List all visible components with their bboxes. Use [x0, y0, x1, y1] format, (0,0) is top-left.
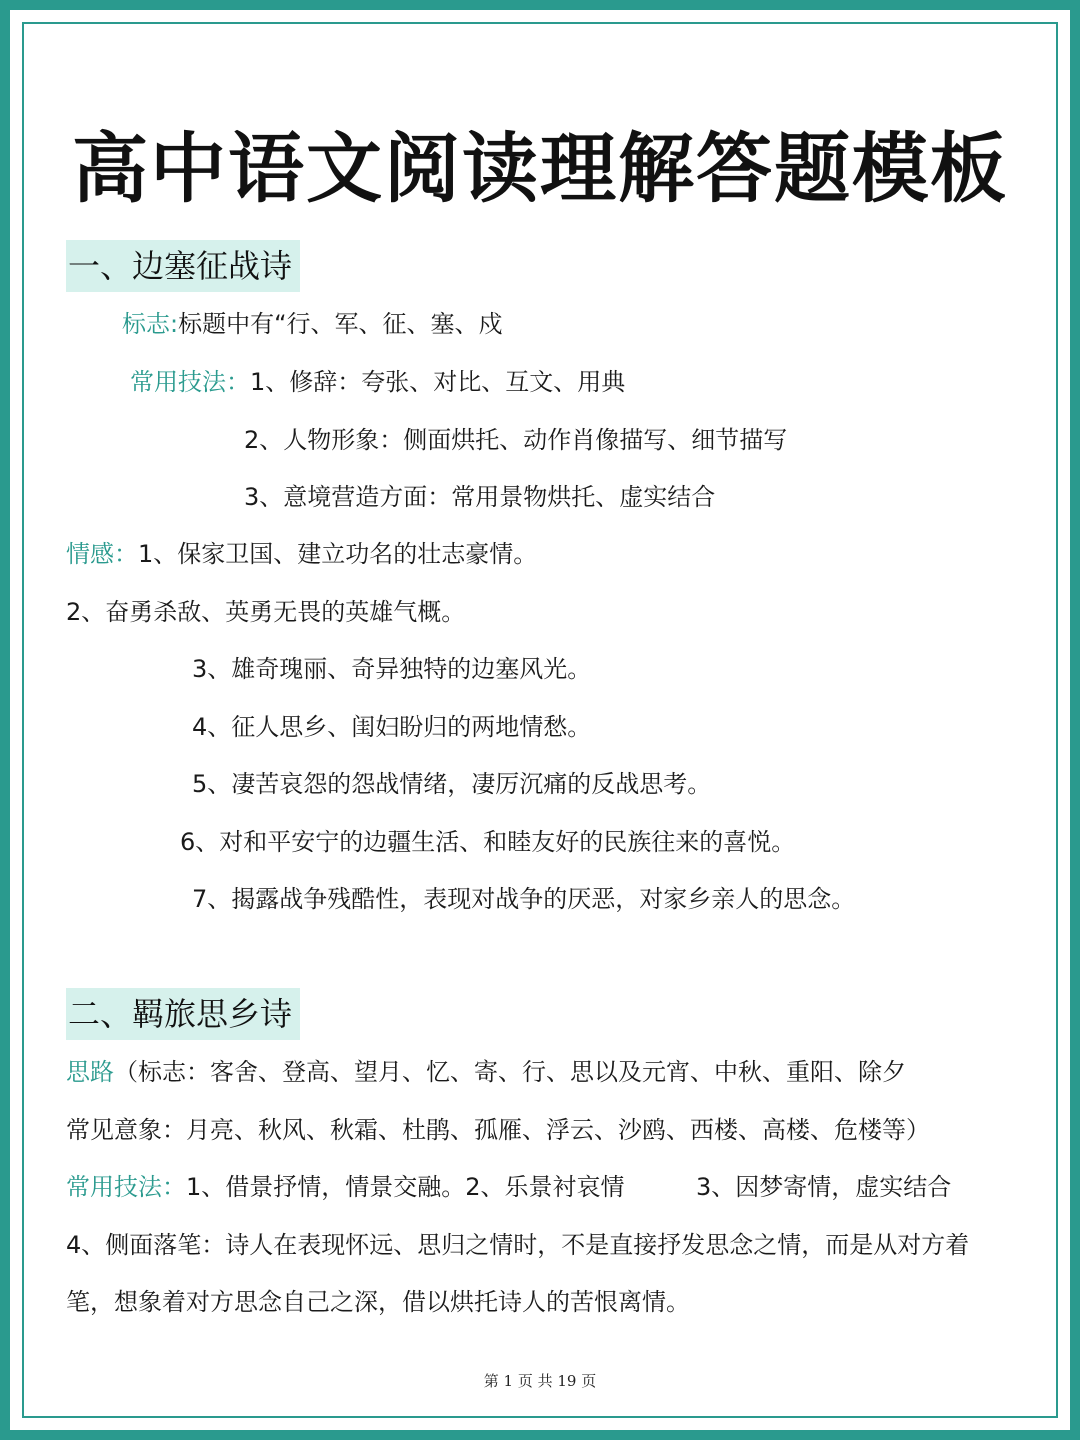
emotion-line-1: [66, 538, 537, 570]
technique-line-1: [130, 366, 625, 398]
sign-line: [122, 308, 503, 340]
route-line: [66, 1056, 906, 1088]
technique-2: 2、人物形象：侧面烘托、动作肖像描写、细节描写: [244, 426, 788, 454]
technique-1: 1、修辞：夸张、对比、互文、用典: [250, 368, 626, 396]
emotion-4: 4、征人思乡、闺妇盼归的两地情愁。: [192, 713, 592, 741]
page-footer: 第 1 页 共 19 页: [483, 1372, 597, 1390]
emotion-6: 6、对和平安宁的边疆生活、和睦友好的民族往来的喜悦。: [180, 828, 796, 856]
emotion-1: 1、保家卫国、建立功名的壮志豪情。: [138, 540, 538, 568]
section-heading-frontier-poems: 一、边塞征战诗: [66, 240, 300, 292]
technique2-4a: 4、侧面落笔：诗人在表现怀远、思归之情时，不是直接抒发思念之情，而是从对方着: [66, 1231, 970, 1259]
sign-text: 标题中有“行、军、征、塞、戍: [178, 310, 503, 338]
emotion-label: 情感：: [66, 540, 138, 568]
imagery-line: 常见意象：月亮、秋风、秋霜、杜鹃、孤雁、浮云、沙鸥、西楼、高楼、危楼等）: [66, 1116, 930, 1144]
technique2-3: 3、因梦寄情，虚实结合: [696, 1173, 952, 1201]
route-label: 思路: [66, 1058, 114, 1086]
technique-3: 3、意境营造方面：常用景物烘托、虚实结合: [244, 483, 716, 511]
emotion-7: 7、揭露战争残酷性，表现对战争的厌恶，对家乡亲人的思念。: [192, 885, 856, 913]
route-text: （标志：客舍、登高、望月、忆、寄、行、思以及元宵、中秋、重阳、除夕: [114, 1058, 906, 1086]
emotion-2: 2、奋勇杀敌、英勇无畏的英雄气概。: [66, 598, 466, 626]
emotion-3: 3、雄奇瑰丽、奇异独特的边塞风光。: [192, 655, 592, 683]
emotion-5: 5、凄苦哀怨的怨战情绪，凄厉沉痛的反战思考。: [192, 770, 712, 798]
section-heading-homesick-poems: 二、羁旅思乡诗: [66, 988, 300, 1040]
technique-label: 常用技法：: [130, 368, 250, 396]
technique2-1-2: 1、借景抒情，情景交融。2、乐景衬哀情: [186, 1173, 625, 1201]
technique2-4b: 笔，想象着对方思念自己之深，借以烘托诗人的苦恨离情。: [66, 1288, 690, 1316]
page-title: 高中语文阅读理解答题模板: [72, 124, 1008, 213]
technique2-label: 常用技法：: [66, 1173, 186, 1201]
sign-label: 标志:: [122, 310, 179, 338]
technique2-line-1: [66, 1171, 625, 1203]
